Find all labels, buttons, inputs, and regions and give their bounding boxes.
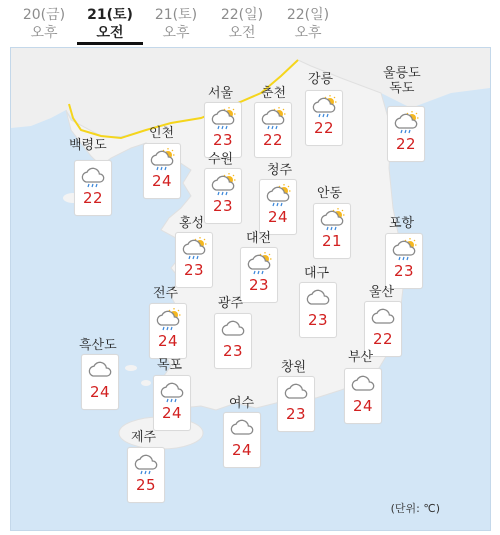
partly-cloudy-rain-icon <box>390 237 418 261</box>
city-weather-card[interactable] <box>204 102 242 158</box>
temperature-value: 23 <box>222 342 244 360</box>
city-weather-card[interactable] <box>344 368 382 424</box>
city-weather-card[interactable] <box>81 354 119 410</box>
city-name-label: 안동 <box>317 186 343 201</box>
temperature-value: 23 <box>212 131 234 149</box>
city-weather-card[interactable] <box>153 375 191 431</box>
city-name-label: 청주 <box>267 163 293 178</box>
city-name-label: 창원 <box>281 360 307 375</box>
unit-label: (단위: ℃) <box>390 502 440 515</box>
city-name-label: 제주 <box>131 430 157 445</box>
city-weather-card[interactable] <box>240 247 278 303</box>
partly-cloudy-rain-icon <box>209 106 237 130</box>
city-name-label: 흑산도 <box>79 338 117 353</box>
tab-day: 22(일) <box>220 7 264 23</box>
tab-period: 오후 <box>294 25 322 41</box>
partly-cloudy-rain-icon <box>245 251 273 275</box>
city-name-label: 포항 <box>389 216 415 231</box>
tab-day: 20(금) <box>22 7 66 23</box>
tab-period: 오후 <box>30 25 58 41</box>
temperature-value: 23 <box>307 311 329 329</box>
city-weather-card[interactable] <box>364 301 402 357</box>
tab-21-am[interactable] <box>75 6 145 42</box>
small-island <box>141 380 151 386</box>
tab-period: 오후 <box>162 25 190 41</box>
city-weather-card[interactable] <box>149 303 187 359</box>
cloud-icon <box>369 305 397 329</box>
cloud-rain-icon <box>158 379 186 403</box>
tab-20-pm[interactable] <box>9 6 79 42</box>
tab-22-am[interactable] <box>207 6 277 42</box>
temperature-value: 24 <box>231 441 253 459</box>
city-weather-card[interactable] <box>74 160 112 216</box>
city-weather-card[interactable] <box>259 179 297 235</box>
partly-cloudy-rain-icon <box>180 236 208 260</box>
temperature-value: 24 <box>89 383 111 401</box>
tab-period: 오전 <box>96 25 124 41</box>
temperature-value: 21 <box>321 232 343 250</box>
city-weather-card[interactable] <box>127 447 165 503</box>
temperature-value: 23 <box>285 405 307 423</box>
cloud-icon <box>228 416 256 440</box>
temperature-value: 24 <box>352 397 374 415</box>
tab-period: 오전 <box>228 25 256 41</box>
city-weather-card[interactable] <box>254 102 292 158</box>
cloud-icon <box>219 317 247 341</box>
cloud-icon <box>282 380 310 404</box>
cloud-icon <box>86 358 114 382</box>
city-name-label: 울산 <box>369 285 395 300</box>
city-weather-card[interactable] <box>223 412 261 468</box>
city-weather-card[interactable] <box>299 282 337 338</box>
partly-cloudy-rain-icon <box>259 106 287 130</box>
city-weather-card[interactable] <box>387 106 425 162</box>
temperature-value: 25 <box>135 476 157 494</box>
cloud-icon <box>304 286 332 310</box>
city-name-label: 서울 <box>208 86 234 101</box>
cloud-icon <box>349 372 377 396</box>
city-name-label: 인천 <box>149 126 175 141</box>
cloud-rain-icon <box>79 164 107 188</box>
small-island <box>125 365 137 371</box>
city-name-label: 대전 <box>246 231 272 246</box>
tab-day: 22(일) <box>286 7 330 23</box>
city-name-label: 울릉도 독도 <box>383 66 421 96</box>
temperature-value: 23 <box>212 197 234 215</box>
city-weather-card[interactable] <box>313 203 351 259</box>
city-weather-card[interactable] <box>175 232 213 288</box>
temperature-value: 24 <box>151 172 173 190</box>
temperature-value: 24 <box>157 332 179 350</box>
temperature-value: 23 <box>248 276 270 294</box>
temperature-value: 22 <box>313 119 335 137</box>
city-name-label: 춘천 <box>261 86 287 101</box>
city-name-label: 홍성 <box>179 216 205 231</box>
city-name-label: 전주 <box>153 286 179 301</box>
city-weather-card[interactable] <box>277 376 315 432</box>
active-tab-underline <box>77 42 143 45</box>
cloud-rain-icon <box>132 451 160 475</box>
temperature-value: 24 <box>267 208 289 226</box>
tab-day: 21(토) <box>87 7 133 23</box>
partly-cloudy-rain-icon <box>154 307 182 331</box>
temperature-value: 23 <box>393 262 415 280</box>
partly-cloudy-rain-icon <box>310 94 338 118</box>
weather-map <box>10 47 491 531</box>
city-name-label: 수원 <box>208 152 234 167</box>
tab-day: 21(토) <box>154 7 198 23</box>
partly-cloudy-rain-icon <box>148 147 176 171</box>
time-tabs <box>0 0 500 48</box>
tab-22-pm[interactable] <box>273 6 343 42</box>
partly-cloudy-rain-icon <box>318 207 346 231</box>
temperature-value: 23 <box>183 261 205 279</box>
temperature-value: 22 <box>395 135 417 153</box>
city-weather-card[interactable] <box>385 233 423 289</box>
city-weather-card[interactable] <box>214 313 252 369</box>
city-weather-card[interactable] <box>204 168 242 224</box>
city-name-label: 백령도 <box>69 138 107 153</box>
city-weather-card[interactable] <box>143 143 181 199</box>
temperature-value: 22 <box>82 189 104 207</box>
temperature-value: 22 <box>262 131 284 149</box>
city-name-label: 강릉 <box>308 72 334 87</box>
temperature-value: 24 <box>161 404 183 422</box>
city-weather-card[interactable] <box>305 90 343 146</box>
tab-21-pm[interactable] <box>141 6 211 42</box>
partly-cloudy-rain-icon <box>392 110 420 134</box>
city-name-label: 여수 <box>229 396 255 411</box>
city-name-label: 대구 <box>304 266 330 281</box>
city-name-label: 부산 <box>348 350 374 365</box>
partly-cloudy-rain-icon <box>209 172 237 196</box>
partly-cloudy-rain-icon <box>264 183 292 207</box>
city-name-label: 광주 <box>218 296 244 311</box>
temperature-value: 22 <box>372 330 394 348</box>
city-name-label: 목포 <box>157 358 183 373</box>
